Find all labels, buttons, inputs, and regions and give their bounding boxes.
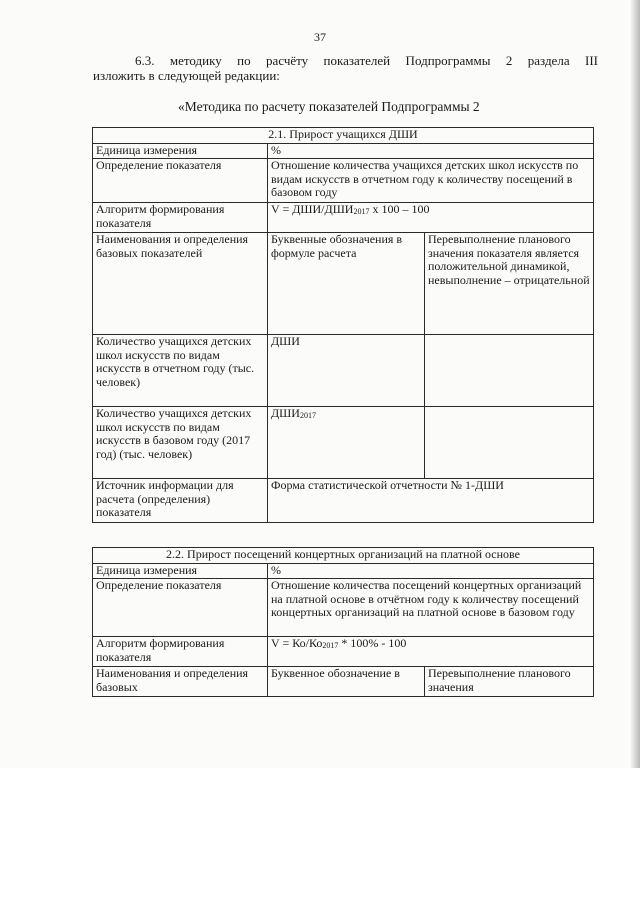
table-row [93, 407, 594, 479]
unit-label: Единица измерения [93, 564, 268, 579]
table-row [93, 203, 594, 233]
symbol-text: ДШИ [271, 406, 300, 420]
table-row [93, 564, 594, 579]
base-indicator-symbol: ДШИ [268, 335, 425, 407]
empty-cell [425, 335, 594, 407]
table-row [93, 159, 594, 203]
base-indicator-label: Количество учащихся детских школ искусств по видам искусств в отчетном году (тыс. человек) [93, 335, 268, 407]
blank-area [0, 768, 640, 905]
source-value: Форма статистической отчетности № 1-ДШИ [268, 479, 594, 523]
dynamics-header: Перевыполнение планового значения показателя является положительной динамикой, невыполнение – отрицательной [425, 233, 594, 335]
symbols-header: Буквенные обозначения в формуле расчета [268, 233, 425, 335]
page-number: 37 [314, 30, 326, 44]
definition-label: Определение показателя [93, 579, 268, 637]
definition-value: Отношение количества учащихся детских школ искусств по видам искусств в отчетном году к количеству посещений в базовом году [268, 159, 594, 203]
table-title: 2.2. Прирост посещений концертных организаций на платной основе [93, 548, 594, 564]
unit-label: Единица измерения [93, 144, 268, 159]
table-row [93, 233, 594, 335]
algorithm-label: Алгоритм формирования показателя [93, 203, 268, 233]
indicator-table-2-1 [92, 127, 594, 523]
table-row [93, 548, 594, 564]
definition-value: Отношение количества посещений концертных организаций на платной основе в отчётном году к количеству посещений концертных организаций на платной основе в базовом году [268, 579, 594, 637]
indicator-table-2-2 [92, 547, 594, 697]
symbol-subscript: 2017 [299, 411, 316, 420]
intro-paragraph [93, 53, 598, 83]
table-title: 2.1. Прирост учащихся ДШИ [93, 128, 594, 144]
definition-label: Определение показателя [93, 159, 268, 203]
formula-subscript: 2017 [322, 641, 339, 650]
table-row [93, 144, 594, 159]
base-names-label: Наименования и определения базовых показателей [93, 233, 268, 335]
formula-text: х 100 – 100 [369, 202, 430, 216]
table-row [93, 479, 594, 523]
base-indicator-label: Количество учащихся детских школ искусств по видам искусств в базовом году (2017 год) (тыс. человек) [93, 407, 268, 479]
algorithm-formula [268, 637, 594, 667]
methodology-heading: «Методика по расчету показателей Подпрограммы 2 [178, 99, 480, 114]
formula-subscript: 2017 [353, 207, 370, 216]
intro-line-2: изложить в следующей редакции: [93, 68, 280, 83]
dynamics-header: Перевыполнение планового значения [425, 667, 594, 697]
table-row [93, 128, 594, 144]
table-row [93, 667, 594, 697]
symbols-header: Буквенное обозначение в [268, 667, 425, 697]
unit-value: % [268, 564, 594, 579]
base-names-label: Наименования и определения базовых [93, 667, 268, 697]
source-label: Источник информации для расчета (определения) показателя [93, 479, 268, 523]
formula-text: V = ДШИ/ДШИ [271, 202, 354, 216]
scan-edge-shadow [630, 0, 640, 768]
formula-text: V = Ко/Ко [271, 636, 323, 650]
empty-cell [425, 407, 594, 479]
table-row [93, 335, 594, 407]
formula-text: * 100% - 100 [338, 636, 407, 650]
intro-line-1: 6.3. методику по расчёту показателей Подпрограммы 2 раздела III [135, 53, 598, 68]
algorithm-formula [268, 203, 594, 233]
table-row [93, 579, 594, 637]
unit-value: % [268, 144, 594, 159]
table-row [93, 637, 594, 667]
algorithm-label: Алгоритм формирования показателя [93, 637, 268, 667]
base-indicator-symbol [268, 407, 425, 479]
